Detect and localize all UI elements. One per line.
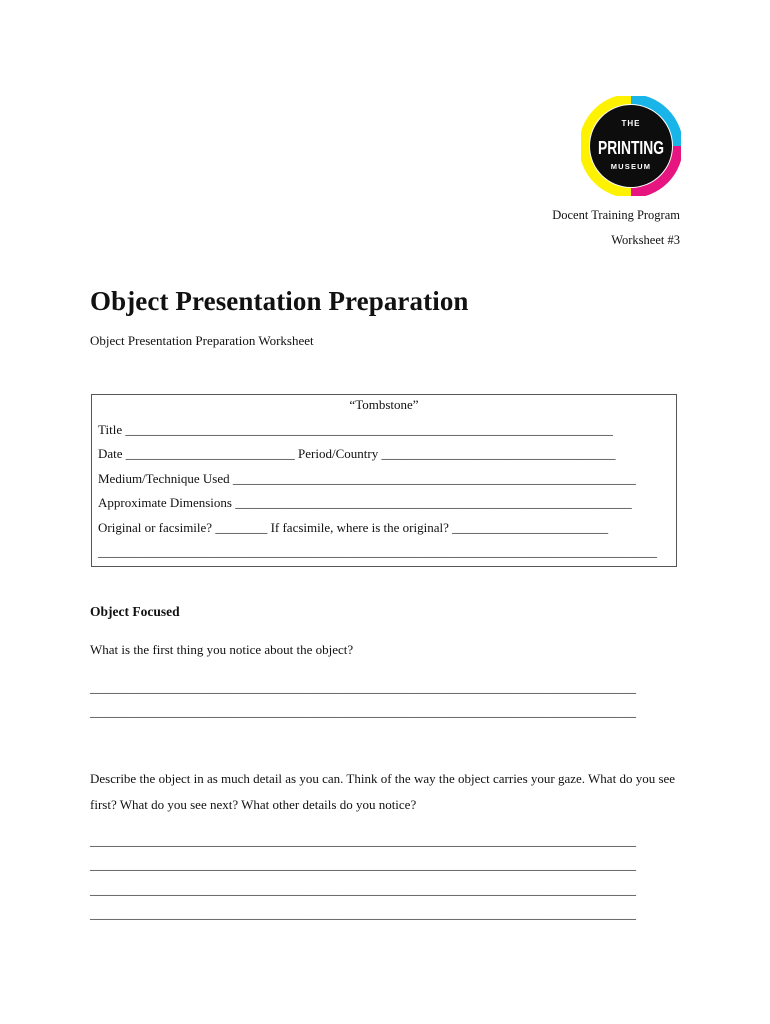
dimensions-field-line: Approximate Dimensions _____________________________________________________________ bbox=[98, 495, 632, 510]
printing-museum-logo bbox=[581, 96, 681, 196]
answer-line: ____________________________________________________________________________________ bbox=[90, 857, 636, 872]
logo-text-museum: MUSEUM bbox=[610, 162, 652, 171]
original-facsimile-field-line: Original or facsimile? ________ If facsimile, where is the original? ________________________ bbox=[98, 520, 609, 535]
logo-text-printing: PRINTING bbox=[598, 138, 664, 158]
medium-technique-field-line: Medium/Technique Used ______________________________________________________________ bbox=[98, 471, 636, 486]
question-describe-object: Describe the object in as much detail as you can. Think of the way the object carries your gaze. What do you see first? What do you see next? What other details do you notice? bbox=[90, 771, 676, 812]
answer-line: ____________________________________________________________________________________ bbox=[90, 833, 636, 848]
title-field-line: Title ___________________________________________________________________________ bbox=[98, 422, 613, 437]
answer-line: ____________________________________________________________________________________ bbox=[90, 704, 636, 719]
logo-text-the: THE bbox=[621, 119, 641, 128]
extra-blank-line: ______________________________________________________________________________________ bbox=[98, 544, 657, 559]
tombstone-heading: “Tombstone” bbox=[349, 397, 419, 412]
date-period-field-line: Date __________________________ Period/Country ____________________________________ bbox=[98, 446, 616, 461]
answer-line: ____________________________________________________________________________________ bbox=[90, 906, 636, 921]
program-name: Docent Training Program bbox=[552, 208, 680, 222]
tombstone-box bbox=[91, 394, 677, 567]
question-first-notice: What is the first thing you notice about the object? bbox=[90, 642, 354, 657]
page-title: Object Presentation Preparation bbox=[90, 286, 469, 316]
worksheet-number: Worksheet #3 bbox=[611, 233, 680, 247]
answer-line: ____________________________________________________________________________________ bbox=[90, 680, 636, 695]
answer-line: ____________________________________________________________________________________ bbox=[90, 882, 636, 897]
page-subtitle: Object Presentation Preparation Worksheet bbox=[90, 333, 314, 348]
section-heading-object-focused: Object Focused bbox=[90, 604, 180, 619]
logo-graphic bbox=[581, 96, 681, 196]
